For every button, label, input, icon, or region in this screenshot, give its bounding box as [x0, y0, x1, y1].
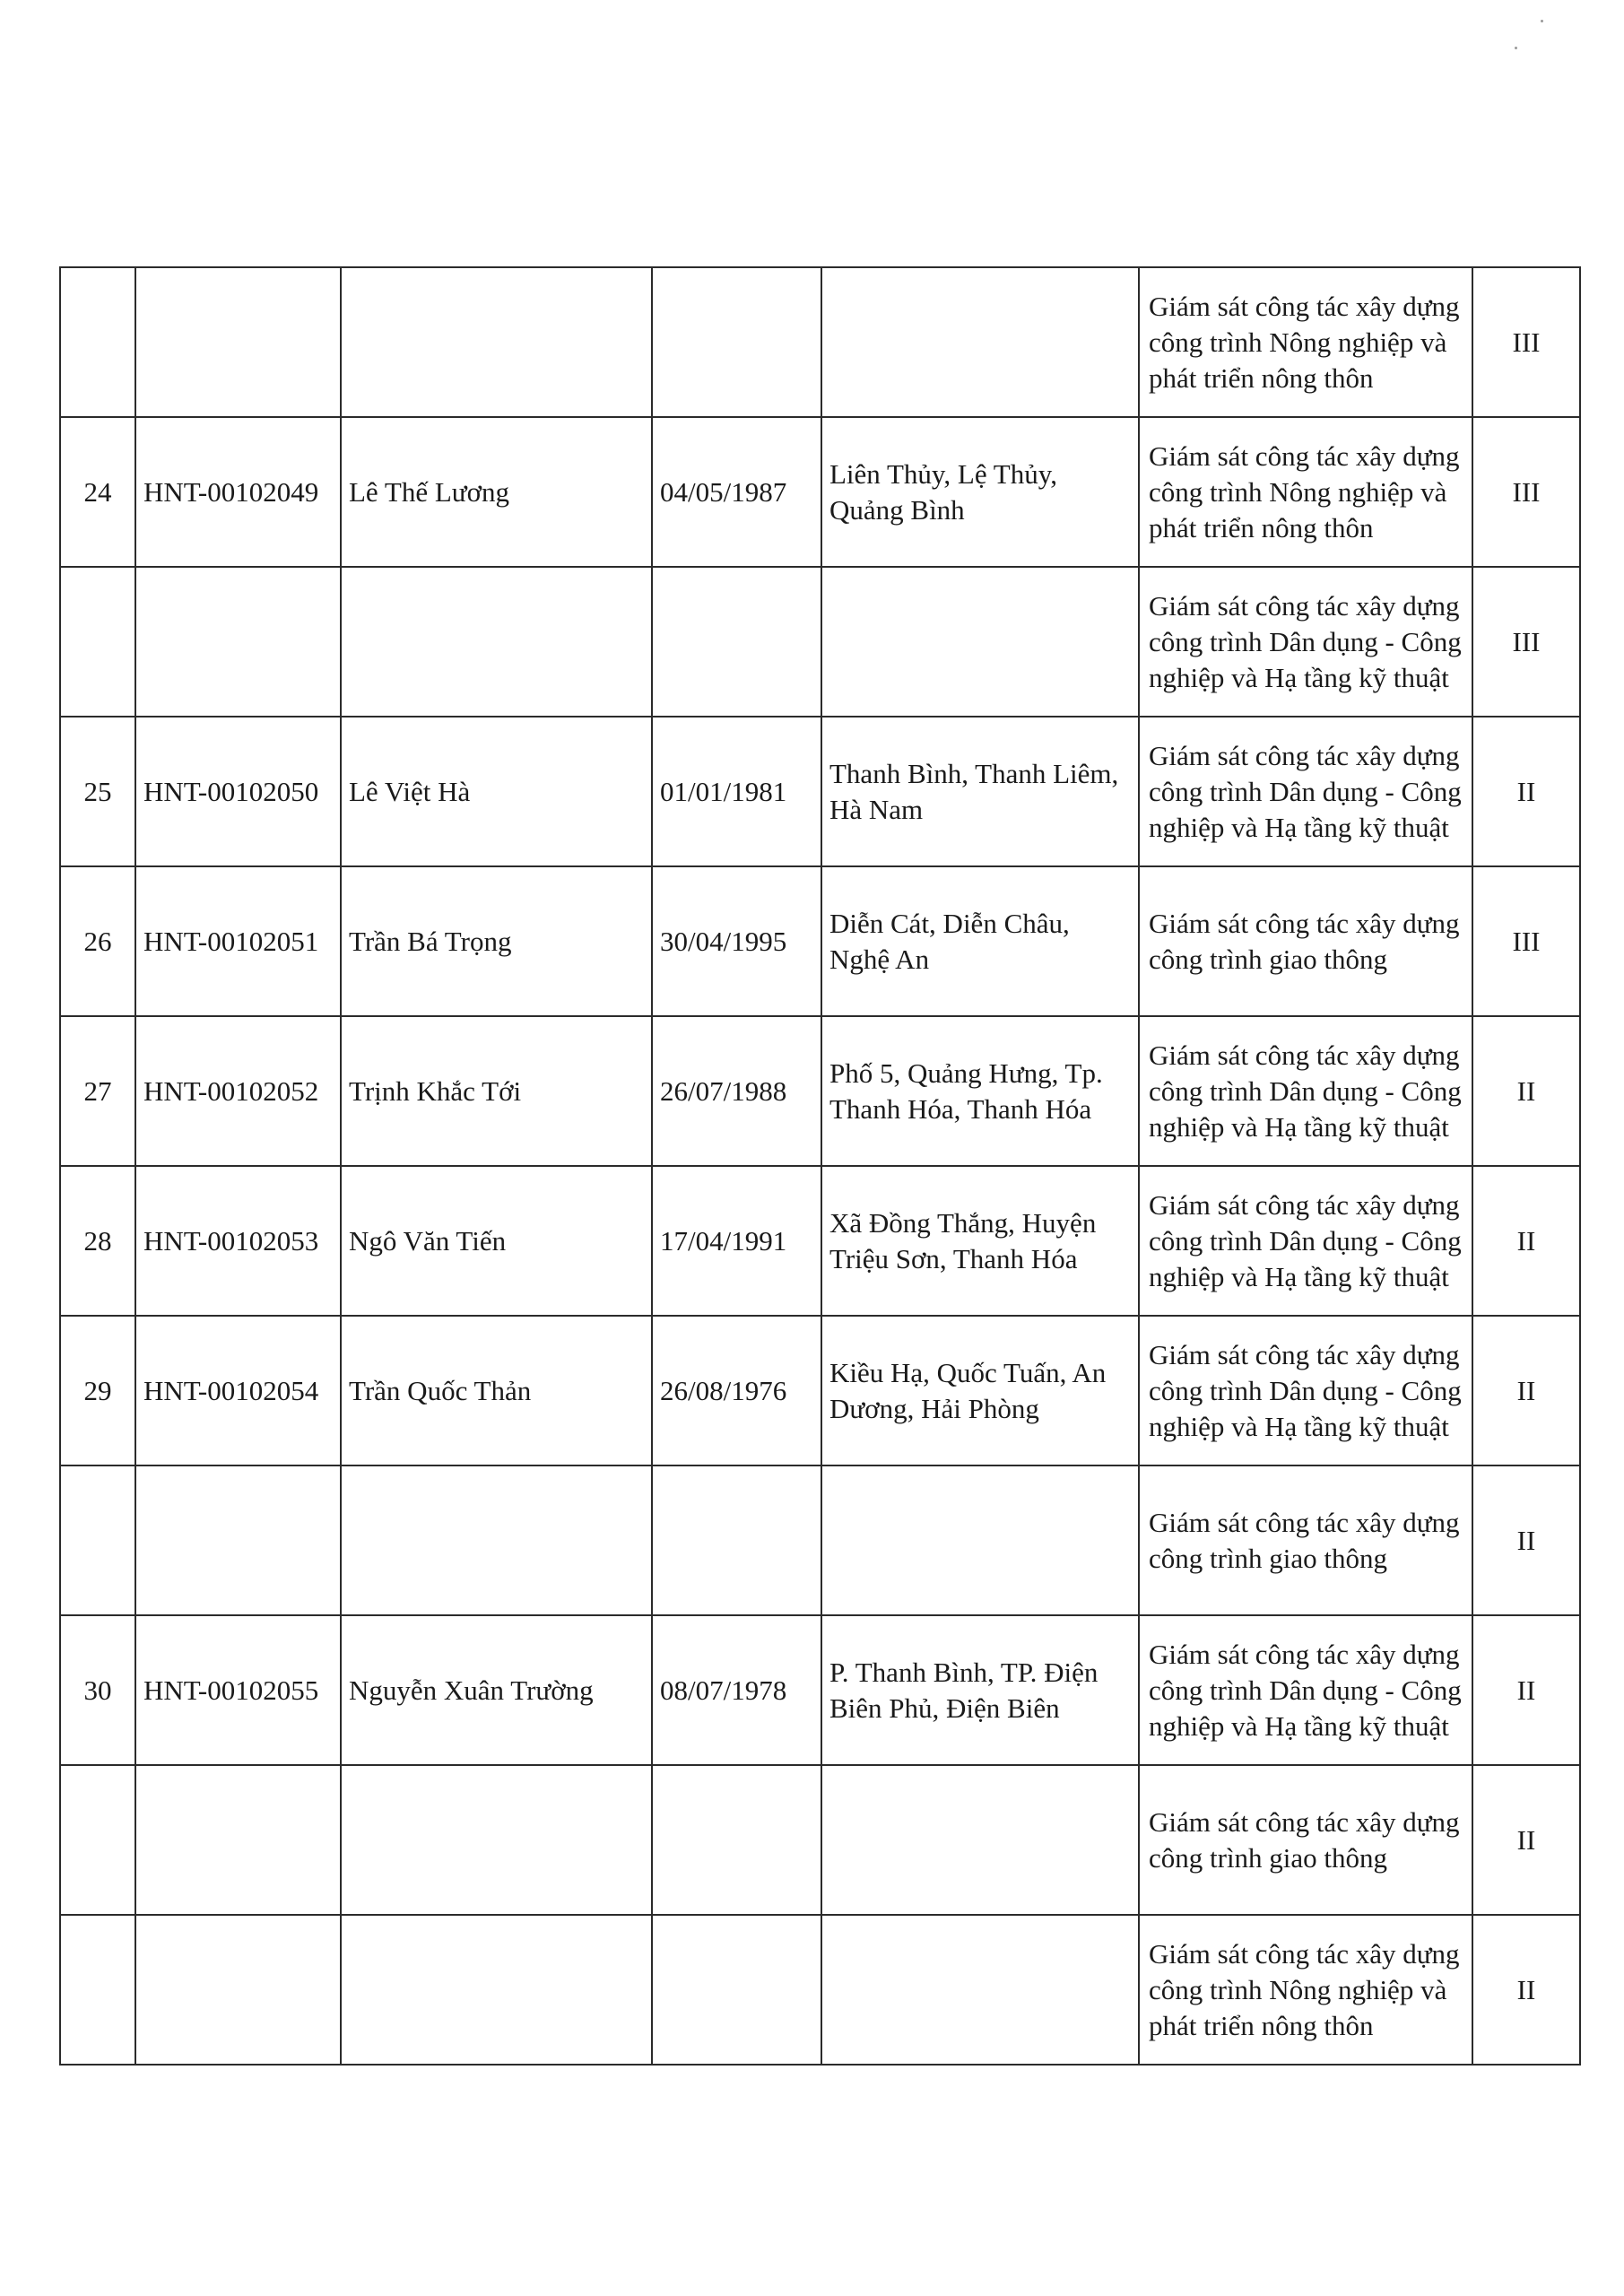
stt-cell [60, 1465, 135, 1615]
table-row [60, 1316, 1580, 1465]
code-cell: HNT-00102052 [135, 1016, 341, 1166]
address-cell: P. Thanh Bình, TP. Điện Biên Phủ, Điện Biên [821, 1615, 1139, 1765]
grade-cell: III [1472, 417, 1580, 567]
field-cell: Giám sát công tác xây dựng công trình Dân dụng - Công nghiệp và Hạ tầng kỹ thuật [1139, 1016, 1472, 1166]
stt-cell [60, 567, 135, 717]
code-cell [135, 1765, 341, 1915]
certificate-table [59, 266, 1581, 2066]
stt-cell: 29 [60, 1316, 135, 1465]
stt-cell: 24 [60, 417, 135, 567]
code-cell: HNT-00102050 [135, 717, 341, 866]
field-cell: Giám sát công tác xây dựng công trình Nông nghiệp và phát triển nông thôn [1139, 1915, 1472, 2065]
name-cell [341, 567, 652, 717]
grade-cell: II [1472, 1316, 1580, 1465]
stt-cell [60, 267, 135, 417]
name-cell: Trịnh Khắc Tới [341, 1016, 652, 1166]
dob-cell: 08/07/1978 [652, 1615, 821, 1765]
address-cell [821, 567, 1139, 717]
stt-cell: 26 [60, 866, 135, 1016]
code-cell: HNT-00102055 [135, 1615, 341, 1765]
address-cell: Phố 5, Quảng Hưng, Tp. Thanh Hóa, Thanh Hóa [821, 1016, 1139, 1166]
dob-cell [652, 567, 821, 717]
dob-cell: 04/05/1987 [652, 417, 821, 567]
name-cell: Nguyễn Xuân Trường [341, 1615, 652, 1765]
grade-cell: II [1472, 1915, 1580, 2065]
stt-cell: 30 [60, 1615, 135, 1765]
name-cell: Lê Thế Lương [341, 417, 652, 567]
scan-speck [1541, 20, 1543, 22]
code-cell: HNT-00102049 [135, 417, 341, 567]
field-cell: Giám sát công tác xây dựng công trình giao thông [1139, 866, 1472, 1016]
table-row [60, 717, 1580, 866]
grade-cell: III [1472, 866, 1580, 1016]
dob-cell: 30/04/1995 [652, 866, 821, 1016]
name-cell [341, 1465, 652, 1615]
grade-cell: II [1472, 1765, 1580, 1915]
grade-cell: II [1472, 1016, 1580, 1166]
table-row [60, 1615, 1580, 1765]
field-cell: Giám sát công tác xây dựng công trình giao thông [1139, 1765, 1472, 1915]
field-cell: Giám sát công tác xây dựng công trình Nông nghiệp và phát triển nông thôn [1139, 417, 1472, 567]
code-cell: HNT-00102054 [135, 1316, 341, 1465]
address-cell: Liên Thủy, Lệ Thủy, Quảng Bình [821, 417, 1139, 567]
field-cell: Giám sát công tác xây dựng công trình giao thông [1139, 1465, 1472, 1615]
stt-cell: 25 [60, 717, 135, 866]
dob-cell: 26/07/1988 [652, 1016, 821, 1166]
address-cell: Kiều Hạ, Quốc Tuấn, An Dương, Hải Phòng [821, 1316, 1139, 1465]
stt-cell: 27 [60, 1016, 135, 1166]
field-cell: Giám sát công tác xây dựng công trình Dân dụng - Công nghiệp và Hạ tầng kỹ thuật [1139, 567, 1472, 717]
address-cell: Thanh Bình, Thanh Liêm, Hà Nam [821, 717, 1139, 866]
table-row [60, 1166, 1580, 1316]
dob-cell: 17/04/1991 [652, 1166, 821, 1316]
address-cell [821, 1765, 1139, 1915]
field-cell: Giám sát công tác xây dựng công trình Dân dụng - Công nghiệp và Hạ tầng kỹ thuật [1139, 1166, 1472, 1316]
stt-cell [60, 1915, 135, 2065]
grade-cell: III [1472, 567, 1580, 717]
table-row [60, 567, 1580, 717]
address-cell: Diễn Cát, Diễn Châu, Nghệ An [821, 866, 1139, 1016]
dob-cell [652, 1915, 821, 2065]
field-cell: Giám sát công tác xây dựng công trình Nông nghiệp và phát triển nông thôn [1139, 267, 1472, 417]
name-cell: Ngô Văn Tiến [341, 1166, 652, 1316]
dob-cell: 26/08/1976 [652, 1316, 821, 1465]
field-cell: Giám sát công tác xây dựng công trình Dân dụng - Công nghiệp và Hạ tầng kỹ thuật [1139, 1615, 1472, 1765]
table-row [60, 866, 1580, 1016]
grade-cell: II [1472, 1166, 1580, 1316]
code-cell [135, 567, 341, 717]
name-cell [341, 1765, 652, 1915]
dob-cell [652, 1765, 821, 1915]
code-cell: HNT-00102051 [135, 866, 341, 1016]
code-cell [135, 1915, 341, 2065]
name-cell [341, 1915, 652, 2065]
table-row [60, 1016, 1580, 1166]
address-cell [821, 1465, 1139, 1615]
name-cell: Trần Bá Trọng [341, 866, 652, 1016]
scan-speck [1515, 47, 1517, 49]
address-cell: Xã Đồng Thắng, Huyện Triệu Sơn, Thanh Hóa [821, 1166, 1139, 1316]
name-cell [341, 267, 652, 417]
table-row [60, 417, 1580, 567]
code-cell: HNT-00102053 [135, 1166, 341, 1316]
dob-cell [652, 267, 821, 417]
table-row [60, 1765, 1580, 1915]
table-row [60, 1465, 1580, 1615]
field-cell: Giám sát công tác xây dựng công trình Dân dụng - Công nghiệp và Hạ tầng kỹ thuật [1139, 1316, 1472, 1465]
field-cell: Giám sát công tác xây dựng công trình Dân dụng - Công nghiệp và Hạ tầng kỹ thuật [1139, 717, 1472, 866]
name-cell: Trần Quốc Thản [341, 1316, 652, 1465]
code-cell [135, 267, 341, 417]
stt-cell: 28 [60, 1166, 135, 1316]
code-cell [135, 1465, 341, 1615]
address-cell [821, 267, 1139, 417]
grade-cell: II [1472, 1465, 1580, 1615]
dob-cell: 01/01/1981 [652, 717, 821, 866]
grade-cell: II [1472, 1615, 1580, 1765]
table-row [60, 267, 1580, 417]
name-cell: Lê Việt Hà [341, 717, 652, 866]
grade-cell: III [1472, 267, 1580, 417]
address-cell [821, 1915, 1139, 2065]
stt-cell [60, 1765, 135, 1915]
grade-cell: II [1472, 717, 1580, 866]
table-row [60, 1915, 1580, 2065]
dob-cell [652, 1465, 821, 1615]
